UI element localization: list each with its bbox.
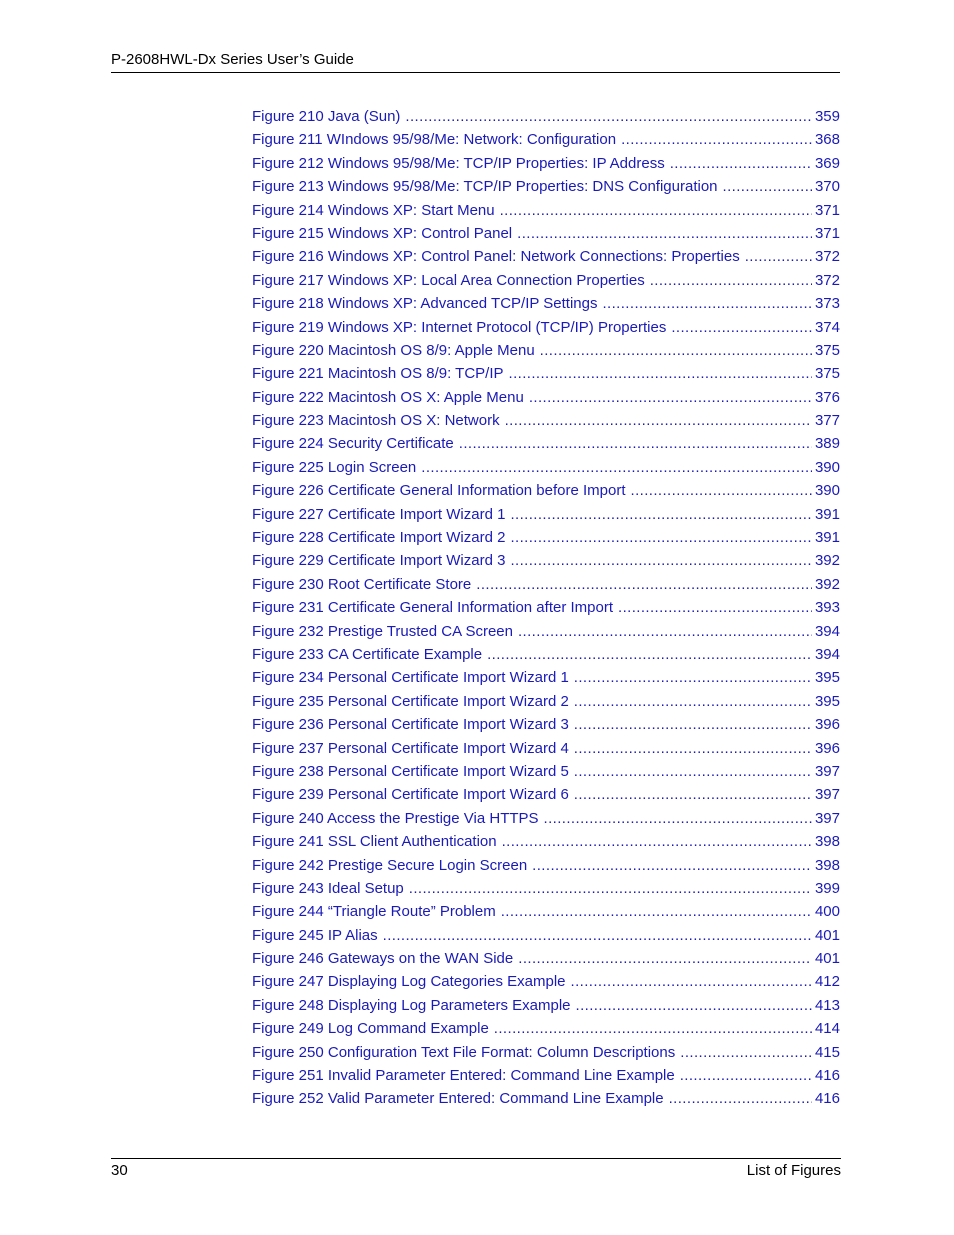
toc-entry-label: Figure 228 Certificate Import Wizard 2 <box>252 529 506 547</box>
toc-entry-label: Figure 221 Macintosh OS 8/9: TCP/IP <box>252 365 504 383</box>
toc-entry[interactable] <box>252 830 840 853</box>
toc-entry[interactable] <box>252 245 840 268</box>
toc-entry-page: 416 <box>814 1090 840 1108</box>
toc-entry-page: 374 <box>814 318 840 336</box>
toc-entry-page: 398 <box>814 856 840 874</box>
dot-leader <box>671 316 812 339</box>
dot-leader <box>540 339 812 362</box>
dot-leader <box>532 854 812 877</box>
toc-entry-page: 398 <box>814 833 840 851</box>
dot-leader <box>670 152 812 175</box>
dot-leader <box>574 760 812 783</box>
dot-leader <box>621 128 812 151</box>
list-of-figures <box>252 105 840 1111</box>
dot-leader <box>723 175 812 198</box>
toc-entry[interactable] <box>252 994 840 1017</box>
toc-entry[interactable] <box>252 292 840 315</box>
toc-entry[interactable] <box>252 643 840 666</box>
dot-leader <box>501 900 812 923</box>
toc-entry-page: 392 <box>814 552 840 570</box>
toc-entry-label: Figure 239 Personal Certificate Import Wizard 6 <box>252 786 569 804</box>
toc-entry-page: 373 <box>814 295 840 313</box>
toc-entry-label: Figure 249 Log Command Example <box>252 1020 489 1038</box>
toc-entry[interactable] <box>252 269 840 292</box>
toc-entry[interactable] <box>252 526 840 549</box>
dot-leader <box>631 479 812 502</box>
section-name: List of Figures <box>746 1162 841 1179</box>
toc-entry-page: 391 <box>814 505 840 523</box>
toc-entry-page: 397 <box>814 786 840 804</box>
toc-entry[interactable] <box>252 432 840 455</box>
toc-entry[interactable] <box>252 503 840 526</box>
toc-entry[interactable] <box>252 1041 840 1064</box>
toc-entry-label: Figure 231 Certificate General Information after Import <box>252 599 613 617</box>
toc-entry-page: 412 <box>814 973 840 991</box>
toc-entry[interactable] <box>252 807 840 830</box>
dot-leader <box>517 222 812 245</box>
dot-leader <box>574 713 812 736</box>
toc-entry-page: 370 <box>814 178 840 196</box>
toc-entry-label: Figure 241 SSL Client Authentication <box>252 833 497 851</box>
toc-entry[interactable] <box>252 760 840 783</box>
dot-leader <box>680 1041 812 1064</box>
dot-leader <box>669 1087 812 1110</box>
toc-entry[interactable] <box>252 947 840 970</box>
toc-entry-page: 392 <box>814 575 840 593</box>
toc-entry-page: 390 <box>814 458 840 476</box>
dot-leader <box>509 362 812 385</box>
toc-entry-page: 376 <box>814 388 840 406</box>
toc-entry-page: 371 <box>814 201 840 219</box>
toc-entry-page: 401 <box>814 926 840 944</box>
toc-entry[interactable] <box>252 199 840 222</box>
toc-entry-label: Figure 224 Security Certificate <box>252 435 454 453</box>
toc-entry-page: 397 <box>814 809 840 827</box>
dot-leader <box>500 199 812 222</box>
toc-entry-page: 359 <box>814 108 840 125</box>
toc-entry-label: Figure 236 Personal Certificate Import Wizard 3 <box>252 716 569 734</box>
toc-entry-label: Figure 216 Windows XP: Control Panel: Network Connections: Properties <box>252 248 740 266</box>
toc-entry-page: 372 <box>814 248 840 266</box>
toc-entry-label: Figure 220 Macintosh OS 8/9: Apple Menu <box>252 341 535 359</box>
toc-entry[interactable] <box>252 339 840 362</box>
toc-entry-label: Figure 238 Personal Certificate Import Wizard 5 <box>252 762 569 780</box>
toc-entry[interactable] <box>252 596 840 619</box>
toc-entry-page: 390 <box>814 482 840 500</box>
page-number: 30 <box>111 1162 128 1179</box>
toc-entry-label: Figure 240 Access the Prestige Via HTTPS <box>252 809 539 827</box>
toc-entry-label: Figure 250 Configuration Text File Format: Column Descriptions <box>252 1043 676 1061</box>
toc-entry-page: 414 <box>814 1020 840 1038</box>
dot-leader <box>494 1017 812 1040</box>
dot-leader <box>618 596 812 619</box>
toc-entry[interactable] <box>252 900 840 923</box>
dot-leader <box>459 432 812 455</box>
toc-entry-label: Figure 214 Windows XP: Start Menu <box>252 201 495 219</box>
dot-leader <box>487 643 812 666</box>
toc-entry-label: Figure 232 Prestige Trusted CA Screen <box>252 622 513 640</box>
toc-entry[interactable] <box>252 456 840 479</box>
page-footer <box>111 1158 841 1183</box>
guide-title: P-2608HWL-Dx Series User’s Guide <box>111 51 354 68</box>
toc-entry[interactable] <box>252 386 840 409</box>
toc-entry-label: Figure 217 Windows XP: Local Area Connection Properties <box>252 271 645 289</box>
toc-entry[interactable] <box>252 690 840 713</box>
toc-entry[interactable] <box>252 479 840 502</box>
dot-leader <box>529 386 812 409</box>
dot-leader <box>476 573 812 596</box>
toc-entry-page: 401 <box>814 950 840 968</box>
toc-entry-label: Figure 222 Macintosh OS X: Apple Menu <box>252 388 524 406</box>
toc-entry-page: 375 <box>814 365 840 383</box>
toc-entry-page: 400 <box>814 903 840 921</box>
toc-entry-page: 413 <box>814 996 840 1014</box>
dot-leader <box>510 526 812 549</box>
dot-leader <box>544 807 812 830</box>
toc-entry-page: 416 <box>814 1067 840 1085</box>
toc-entry[interactable] <box>252 620 840 643</box>
dot-leader <box>650 269 812 292</box>
toc-entry-page: 396 <box>814 739 840 757</box>
toc-entry[interactable] <box>252 737 840 760</box>
toc-entry-label: Figure 210 Java (Sun) <box>252 108 401 125</box>
toc-entry-page: 393 <box>814 599 840 617</box>
dot-leader <box>574 783 812 806</box>
dot-leader <box>510 503 812 526</box>
toc-entry-label: Figure 242 Prestige Secure Login Screen <box>252 856 528 874</box>
toc-entry-label: Figure 233 CA Certificate Example <box>252 645 483 663</box>
toc-entry[interactable] <box>252 877 840 900</box>
toc-entry-page: 391 <box>814 529 840 547</box>
toc-entry-label: Figure 213 Windows 95/98/Me: TCP/IP Properties: DNS Configuration <box>252 178 718 196</box>
toc-entry-page: 395 <box>814 669 840 687</box>
toc-entry-label: Figure 229 Certificate Import Wizard 3 <box>252 552 506 570</box>
toc-entry-label: Figure 235 Personal Certificate Import Wizard 2 <box>252 692 569 710</box>
toc-entry-label: Figure 215 Windows XP: Control Panel <box>252 224 513 242</box>
toc-entry[interactable] <box>252 152 840 175</box>
toc-entry[interactable] <box>252 713 840 736</box>
toc-entry[interactable] <box>252 970 840 993</box>
dot-leader <box>502 830 812 853</box>
toc-entry-label: Figure 245 IP Alias <box>252 926 378 944</box>
toc-entry[interactable] <box>252 854 840 877</box>
toc-entry[interactable] <box>252 1017 840 1040</box>
toc-entry-label: Figure 226 Certificate General Information before Import <box>252 482 626 500</box>
toc-entry[interactable] <box>252 549 840 572</box>
dot-leader <box>576 994 812 1017</box>
toc-entry-page: 399 <box>814 879 840 897</box>
toc-entry-page: 368 <box>814 131 840 149</box>
dot-leader <box>518 947 812 970</box>
toc-entry-label: Figure 227 Certificate Import Wizard 1 <box>252 505 506 523</box>
dot-leader <box>574 690 812 713</box>
toc-entry[interactable] <box>252 316 840 339</box>
toc-entry-page: 394 <box>814 645 840 663</box>
dot-leader <box>383 924 812 947</box>
toc-entry-page: 377 <box>814 412 840 430</box>
toc-entry-page: 395 <box>814 692 840 710</box>
toc-entry-page: 372 <box>814 271 840 289</box>
dot-leader <box>505 409 812 432</box>
toc-entry-label: Figure 247 Displaying Log Categories Example <box>252 973 566 991</box>
dot-leader <box>518 620 812 643</box>
toc-entry-label: Figure 225 Login Screen <box>252 458 417 476</box>
toc-entry[interactable] <box>252 409 840 432</box>
toc-entry[interactable] <box>252 222 840 245</box>
page-header <box>111 51 840 73</box>
toc-entry-page: 394 <box>814 622 840 640</box>
toc-entry-label: Figure 234 Personal Certificate Import Wizard 1 <box>252 669 569 687</box>
toc-entry[interactable] <box>252 783 840 806</box>
dot-leader <box>409 877 812 900</box>
toc-entry-label: Figure 252 Valid Parameter Entered: Command Line Example <box>252 1090 664 1108</box>
dot-leader <box>574 737 812 760</box>
dot-leader <box>571 970 812 993</box>
toc-entry-label: Figure 211 WIndows 95/98/Me: Network: Configuration <box>252 131 617 149</box>
dot-leader <box>574 666 812 689</box>
toc-entry[interactable] <box>252 105 840 128</box>
toc-entry-label: Figure 219 Windows XP: Internet Protocol (TCP/IP) Properties <box>252 318 667 336</box>
toc-entry[interactable] <box>252 1064 840 1087</box>
toc-entry-page: 397 <box>814 762 840 780</box>
toc-entry-page: 415 <box>814 1043 840 1061</box>
toc-entry-label: Figure 251 Invalid Parameter Entered: Command Line Example <box>252 1067 675 1085</box>
toc-entry[interactable] <box>252 666 840 689</box>
toc-entry[interactable] <box>252 128 840 151</box>
dot-leader <box>745 245 812 268</box>
toc-entry-label: Figure 212 Windows 95/98/Me: TCP/IP Properties: IP Address <box>252 154 665 172</box>
toc-entry-page: 369 <box>814 154 840 172</box>
toc-entry-page: 396 <box>814 716 840 734</box>
toc-entry-label: Figure 243 Ideal Setup <box>252 879 404 897</box>
toc-entry[interactable] <box>252 1087 840 1110</box>
dot-leader <box>510 549 812 572</box>
dot-leader <box>405 105 812 128</box>
toc-entry-label: Figure 218 Windows XP: Advanced TCP/IP Settings <box>252 295 598 313</box>
toc-entry-label: Figure 223 Macintosh OS X: Network <box>252 412 500 430</box>
toc-entry[interactable] <box>252 573 840 596</box>
toc-entry-label: Figure 237 Personal Certificate Import Wizard 4 <box>252 739 569 757</box>
toc-entry-page: 375 <box>814 341 840 359</box>
toc-entry-label: Figure 248 Displaying Log Parameters Example <box>252 996 571 1014</box>
toc-entry-page: 371 <box>814 224 840 242</box>
toc-entry-label: Figure 244 “Triangle Route” Problem <box>252 903 496 921</box>
toc-entry[interactable] <box>252 175 840 198</box>
toc-entry-page: 389 <box>814 435 840 453</box>
dot-leader <box>421 456 812 479</box>
toc-entry-label: Figure 230 Root Certificate Store <box>252 575 472 593</box>
toc-entry[interactable] <box>252 362 840 385</box>
toc-entry-label: Figure 246 Gateways on the WAN Side <box>252 950 514 968</box>
dot-leader <box>680 1064 812 1087</box>
toc-entry[interactable] <box>252 924 840 947</box>
dot-leader <box>602 292 812 315</box>
